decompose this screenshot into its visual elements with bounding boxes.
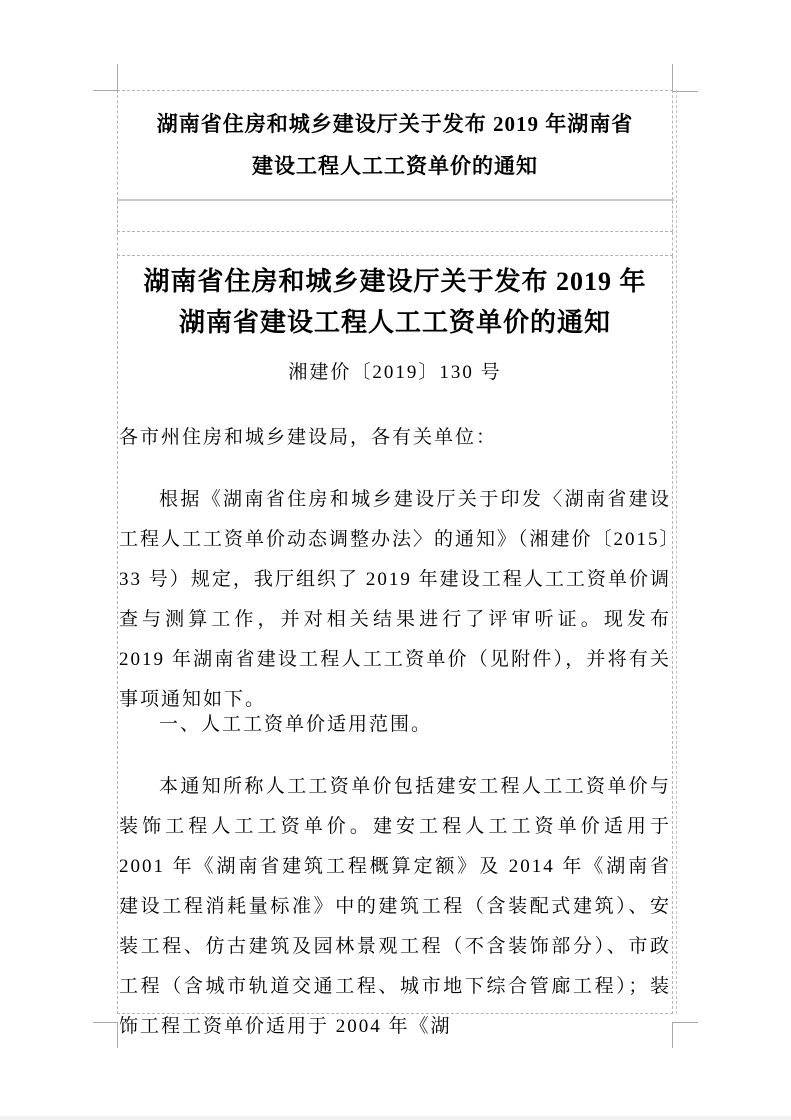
crop-mark-top-left-horizontal <box>93 90 118 91</box>
empty-frame-row-1 <box>117 201 673 232</box>
crop-mark-bottom-left-vertical <box>117 1022 118 1048</box>
notice-title <box>119 261 671 343</box>
notice-title-line-2: 湖南省建设工程人工工资单价的通知 <box>178 308 611 337</box>
page-bottom-edge <box>0 1116 791 1120</box>
paragraph-scope: 本通知所称人工工资单价包括建安工程人工工资单价与装饰工程人工工资单价。建安工程人工工资单价适用于 2001 年《湖南省建筑工程概算定额》及 2014 年《湖南省建设工程消耗量标准》中的建筑工程（含装配式建筑）、安装工程、仿古建筑及园林景观工程（不含装饰部分）、市政工程（含城市轨道交通工程、城市地下综合管廊工程）；装饰工程工资单价适用于 2004 年《湖 <box>119 776 671 1037</box>
salutation: 各市州住房和城乡建设局，各有关单位： <box>119 427 498 448</box>
header-title-line-1: 湖南省住房和城乡建设厅关于发布 2019 年湖南省 <box>156 112 634 136</box>
crop-mark-bottom-left-horizontal <box>93 1022 118 1023</box>
paragraph-intro: 根据《湖南省住房和城乡建设厅关于印发〈湖南省建设工程人工工资单价动态调整办法〉的通知》（湘建价〔2015〕33 号）规定，我厅组织了 2019 年建设工程人工工资单价调查与测算工作，并对相关结果进行了评审听证。现发布 2019 年湖南省建设工程人工工资单价（见附件），并将有关事项通知如下。 <box>119 489 672 710</box>
table-gridline-right <box>676 90 677 1014</box>
crop-mark-top-right-vertical <box>672 64 673 90</box>
doc-number: 湘建价〔2019〕130 号 <box>288 362 502 383</box>
crop-mark-bottom-right-vertical <box>672 1022 673 1048</box>
header-title-line-2: 建设工程人工工资单价的通知 <box>252 154 538 178</box>
section-heading-1: 一、人工工资单价适用范围。 <box>159 714 433 735</box>
notice-title-line-1: 湖南省住房和城乡建设厅关于发布 2019 年 <box>143 267 647 296</box>
crop-mark-bottom-right-horizontal <box>673 1022 698 1023</box>
crop-mark-top-left-vertical <box>117 64 118 90</box>
empty-frame-row-2 <box>117 232 673 256</box>
header-title <box>119 92 671 198</box>
